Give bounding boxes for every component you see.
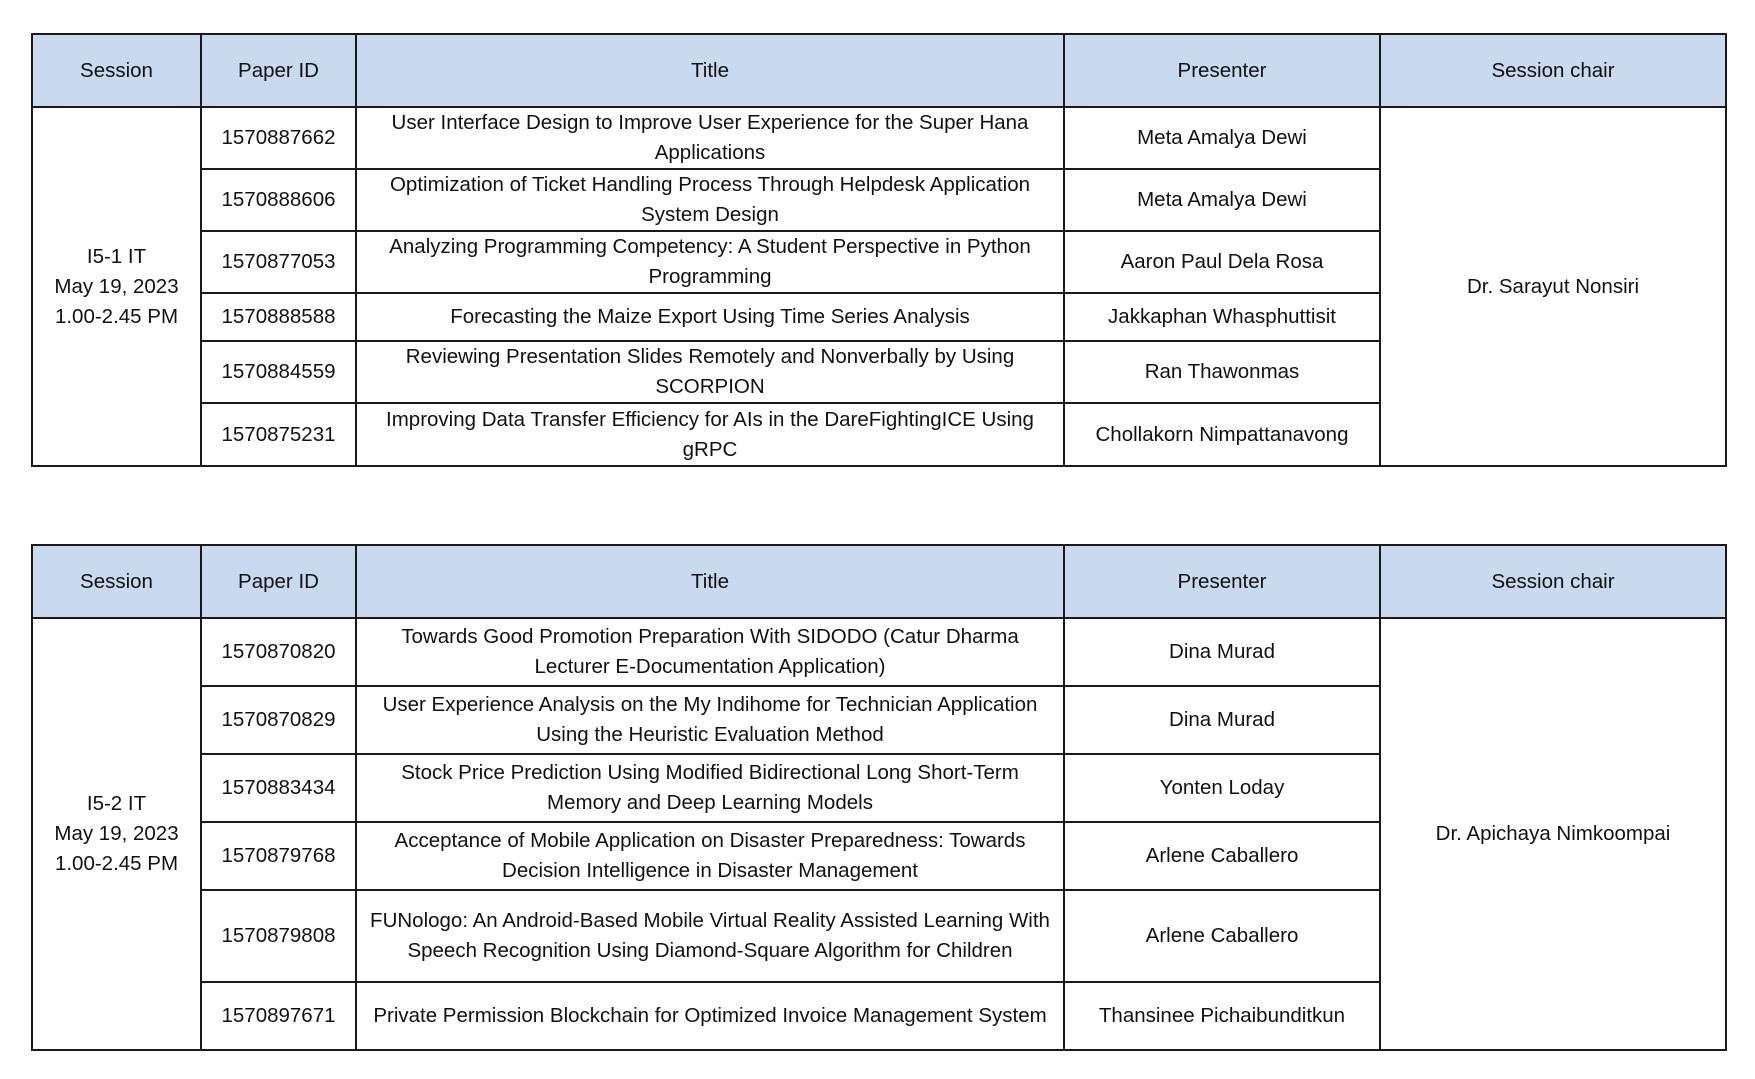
paper-title: Improving Data Transfer Efficiency for AIs in the DareFightingICE Using gRPC: [356, 403, 1064, 466]
session-table-1: [31, 33, 1727, 467]
session-name: I5-2 IT: [86, 792, 147, 815]
presenter: Thansinee Pichaibunditkun: [1064, 982, 1380, 1050]
paper-id: 1570888606: [201, 169, 356, 231]
presenter: Arlene Caballero: [1064, 822, 1380, 890]
header-title: Title: [356, 34, 1064, 107]
paper-id: 1570879808: [201, 890, 356, 982]
paper-id: 1570883434: [201, 754, 356, 822]
paper-title: Reviewing Presentation Slides Remotely and Nonverbally by Using SCORPION: [356, 341, 1064, 403]
paper-id: 1570875231: [201, 403, 356, 466]
session-date: May 19, 2023: [54, 274, 179, 298]
header-presenter: Presenter: [1064, 34, 1380, 107]
presenter: Jakkaphan Whasphuttisit: [1064, 293, 1380, 341]
paper-id: 1570870829: [201, 686, 356, 754]
paper-id: 1570884559: [201, 341, 356, 403]
header-row: [32, 545, 1726, 618]
paper-id: 1570877053: [201, 231, 356, 293]
paper-id: 1570879768: [201, 822, 356, 890]
paper-title: Stock Price Prediction Using Modified Bidirectional Long Short-Term Memory and Deep Learning Models: [356, 754, 1064, 822]
header-session-chair: Session chair: [1380, 545, 1726, 618]
presenter: Aaron Paul Dela Rosa: [1064, 231, 1380, 293]
header-session: Session: [32, 545, 201, 618]
session-time: 1.00-2.45 PM: [54, 304, 179, 328]
session-cell: [32, 107, 201, 466]
session-chair: Dr. Apichaya Nimkoompai: [1380, 618, 1726, 1050]
paper-id: 1570870820: [201, 618, 356, 686]
paper-title: Forecasting the Maize Export Using Time Series Analysis: [356, 293, 1064, 341]
paper-id: 1570897671: [201, 982, 356, 1050]
paper-title: FUNologo: An Android-Based Mobile Virtual Reality Assisted Learning With Speech Recognition Using Diamond-Square Algorithm for Children: [356, 890, 1064, 982]
header-row: [32, 34, 1726, 107]
paper-title: User Interface Design to Improve User Experience for the Super Hana Applications: [356, 107, 1064, 169]
session-time: 1.00-2.45 PM: [54, 852, 179, 875]
header-paper-id: Paper ID: [201, 34, 356, 107]
paper-title: Analyzing Programming Competency: A Student Perspective in Python Programming: [356, 231, 1064, 293]
session-name: I5-1 IT: [86, 244, 147, 268]
paper-title: Acceptance of Mobile Application on Disaster Preparedness: Towards Decision Intelligence in Disaster Management: [356, 822, 1064, 890]
paper-id: 1570887662: [201, 107, 356, 169]
session-cell: [32, 618, 201, 1050]
paper-title: Towards Good Promotion Preparation With SIDODO (Catur Dharma Lecturer E-Documentation Application): [356, 618, 1064, 686]
session-table-2: [31, 544, 1727, 1051]
header-presenter: Presenter: [1064, 545, 1380, 618]
session-date: May 19, 2023: [54, 822, 179, 845]
paper-title: Private Permission Blockchain for Optimized Invoice Management System: [356, 982, 1064, 1050]
presenter: Ran Thawonmas: [1064, 341, 1380, 403]
paper-id: 1570888588: [201, 293, 356, 341]
presenter: Chollakorn Nimpattanavong: [1064, 403, 1380, 466]
session-chair: Dr. Sarayut Nonsiri: [1380, 107, 1726, 466]
presenter: Yonten Loday: [1064, 754, 1380, 822]
header-paper-id: Paper ID: [201, 545, 356, 618]
presenter: Meta Amalya Dewi: [1064, 169, 1380, 231]
presenter: Dina Murad: [1064, 686, 1380, 754]
table-row: [32, 107, 1726, 169]
table-row: [32, 618, 1726, 686]
header-session: Session: [32, 34, 201, 107]
presenter: Dina Murad: [1064, 618, 1380, 686]
presenter: Arlene Caballero: [1064, 890, 1380, 982]
paper-title: User Experience Analysis on the My Indihome for Technician Application Using the Heuristic Evaluation Method: [356, 686, 1064, 754]
header-title: Title: [356, 545, 1064, 618]
header-session-chair: Session chair: [1380, 34, 1726, 107]
presenter: Meta Amalya Dewi: [1064, 107, 1380, 169]
paper-title: Optimization of Ticket Handling Process Through Helpdesk Application System Design: [356, 169, 1064, 231]
